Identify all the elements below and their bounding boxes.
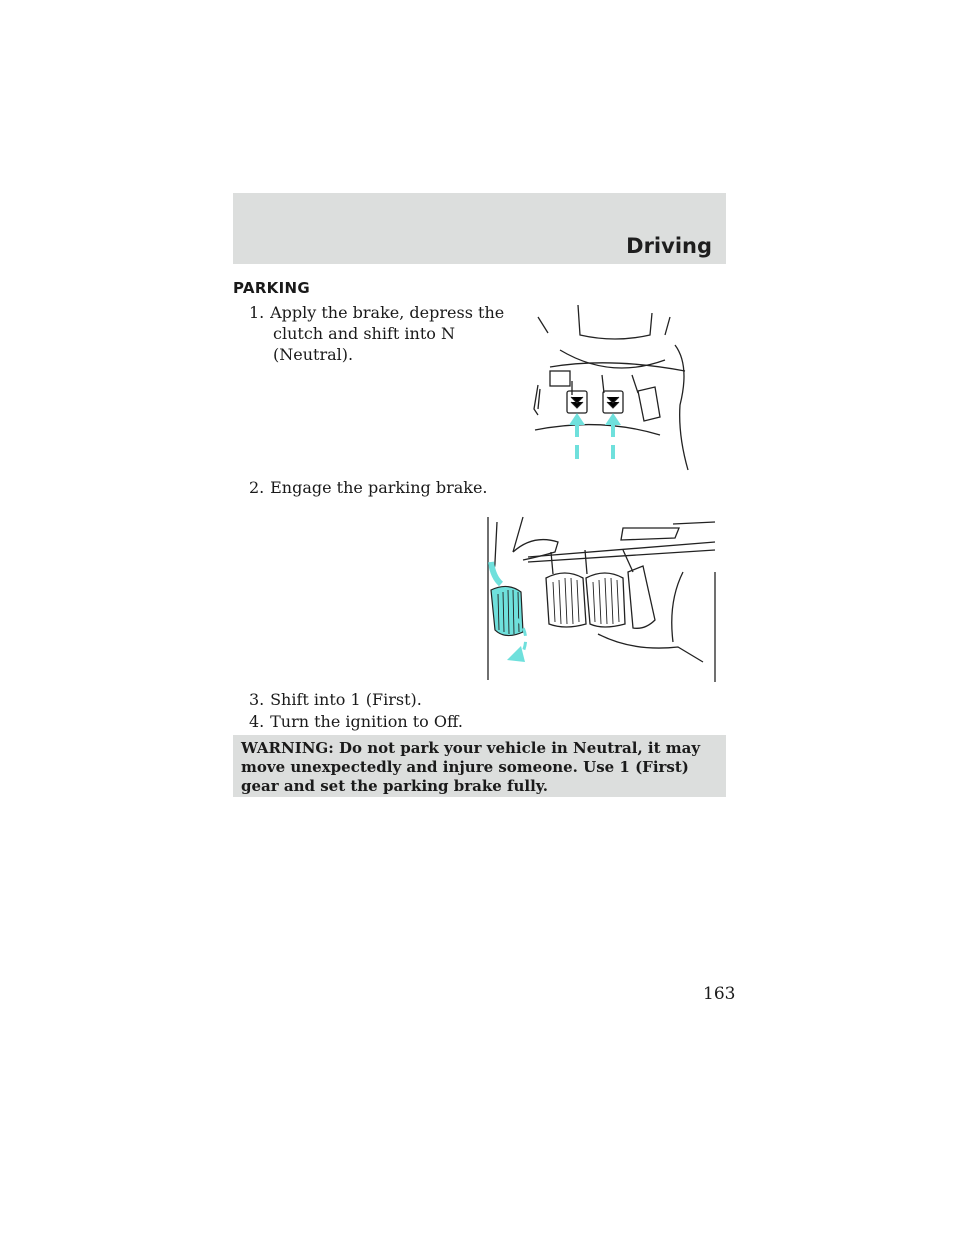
- section-header: [233, 193, 726, 264]
- step-number: 2.: [249, 478, 265, 497]
- step-1: [249, 302, 504, 365]
- step-4: [249, 711, 463, 732]
- step-number: 3.: [249, 690, 265, 709]
- pedals-illustration: [520, 305, 700, 475]
- step-number: 1.: [249, 303, 265, 322]
- step-2: [249, 477, 488, 498]
- step-text: clutch and shift into N: [273, 324, 455, 343]
- step-number: 4.: [249, 712, 265, 731]
- page-title: PARKING: [233, 279, 310, 297]
- step-text: Turn the ignition to Off.: [270, 712, 463, 731]
- step-text: Engage the parking brake.: [270, 478, 488, 497]
- section-title: Driving: [626, 234, 712, 258]
- parking-brake-illustration: [483, 512, 718, 684]
- step-text: (Neutral).: [273, 345, 354, 364]
- page-number: 163: [703, 984, 736, 1004]
- warning-text: WARNING: Do not park your vehicle in Neutral, it may move unexpectedly and injure someone. Use 1 (First) gear and set the parking brake fully.: [241, 739, 701, 795]
- warning-box: [233, 735, 726, 797]
- step-text: Apply the brake, depress the: [270, 303, 505, 322]
- step-3: [249, 689, 422, 710]
- step-text: Shift into 1 (First).: [270, 690, 422, 709]
